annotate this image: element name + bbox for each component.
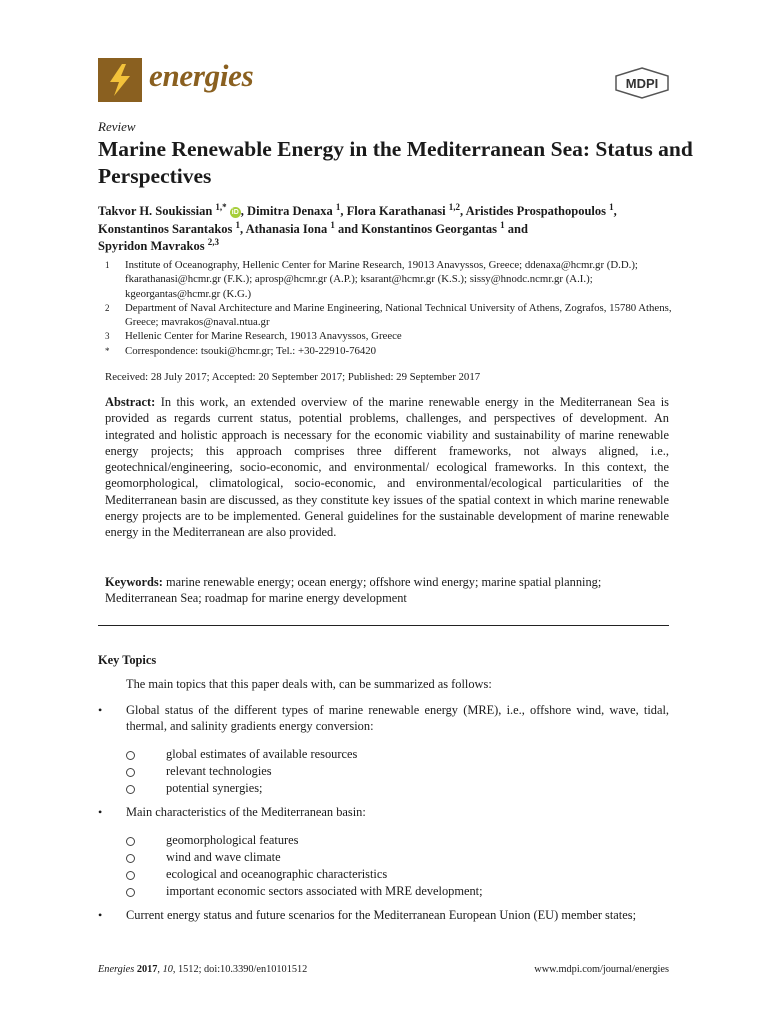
list-item	[98, 907, 669, 923]
affiliation-item	[98, 344, 688, 358]
circle-bullet-icon	[126, 763, 166, 780]
keywords-label: Keywords:	[105, 575, 163, 589]
author-separator: ,	[240, 221, 244, 236]
author-name[interactable]: Athanasia Iona	[245, 221, 328, 236]
list-item-text: Current energy status and future scenarios for the Mediterranean European Union (EU) member states;	[126, 908, 637, 922]
section-divider	[98, 625, 669, 626]
author-name[interactable]: Konstantinos Sarantakos	[98, 221, 233, 236]
affiliation-text: Department of Naval Architecture and Marine Engineering, National Technical University of Athens, Zografos, 15780 Athens, Greece; mavrakos@naval.ntua.gr	[125, 301, 672, 329]
sub-list-item	[126, 763, 272, 780]
circle-bullet-icon	[126, 832, 166, 849]
sub-list-item	[126, 746, 357, 763]
page-title: Marine Renewable Energy in the Mediterranean Sea: Status and Perspectives	[98, 137, 693, 188]
list-item	[98, 702, 669, 735]
correspondence-text: Correspondence: tsouki@hcmr.gr; Tel.: +30-22910-76420	[125, 344, 377, 357]
author-name[interactable]: Aristides Prospathopoulos	[465, 204, 606, 218]
abstract-text: In this work, an extended overview of the marine renewable energy in the Mediterranean Sea is provided as regards current status, potential problems, challenges, and perspectives of development. An integrated and holistic approach is necessary for the economic viability and sustainability of marine renewable energy projects; this approach comprises three different frameworks, not always aligned, i.e., geotechnical/engineering, socio-economic, and environmental/ ecological frameworks. In this context, the geomorphological, climatological, socio-economic, and environmental/ecological particularities of the Mediterranean basin are discussed, as they constitute key issues of the spatial context in which marine renewable energy projects are to be implemented. General guidelines for the sustainable development of marine renewable energy in the Mediterranean are also provided.	[105, 395, 669, 540]
sub-list-item-text: potential synergies;	[166, 781, 263, 795]
affiliation-text: Institute of Oceanography, Hellenic Center for Marine Research, 19013 Anavyssos, Greece; ddenaxa@hcmr.gr (D.D.); fkarathanasi@hcmr.gr (F.K.); aprosp@hcmr.gr (A.P.); ksarant@hcmr.gr (K.S.); sissy@hnodc.ncmr.gr (A.I.); kgeorgantas@hcmr.gr (K.G.)	[125, 259, 638, 300]
author-list	[98, 203, 688, 256]
circle-bullet-icon	[126, 746, 166, 763]
sub-list-item-text: relevant technologies	[166, 764, 272, 778]
author-separator: ,	[460, 204, 464, 218]
journal-logo-icon	[98, 58, 142, 102]
sub-list-item-text: geomorphological features	[166, 833, 299, 847]
citation-footer: Energies 2017, 10, 1512; doi:10.3390/en10101512	[98, 964, 308, 975]
footer-journal: Energies	[98, 964, 135, 975]
publisher-logo-text: MDPI	[625, 76, 659, 91]
sub-list-item	[126, 832, 298, 849]
list-item	[98, 804, 669, 820]
author-separator: ,	[613, 204, 617, 218]
author-affiliation-mark: 1	[500, 219, 505, 230]
author-separator: ,	[240, 204, 244, 218]
affiliation-item	[98, 258, 688, 301]
sub-list-item-text: ecological and oceanographic characteristics	[166, 867, 388, 881]
author-name[interactable]: Takvor H. Soukissian	[98, 204, 213, 218]
affiliation-text: Hellenic Center for Marine Research, 19013 Anavyssos, Greece	[125, 330, 402, 343]
bullet-icon: •	[98, 805, 103, 819]
author-affiliation-mark: 1	[330, 219, 335, 230]
footer-doi[interactable]: , 1512; doi:10.3390/en10101512	[172, 964, 308, 975]
sub-list-item-text: global estimates of available resources	[166, 747, 358, 761]
affiliation-item	[98, 329, 688, 343]
author-affiliation-mark: 2,3	[207, 236, 219, 247]
author-name[interactable]: Konstantinos Georgantas	[361, 221, 498, 236]
author-separator: and	[504, 221, 528, 236]
journal-name[interactable]: energies	[149, 58, 254, 93]
circle-bullet-icon	[126, 849, 166, 866]
affiliation-number: 1	[105, 260, 110, 270]
keywords-text: marine renewable energy; ocean energy; offshore wind energy; marine spatial planning; Mediterranean Sea; roadmap for marine energy development	[105, 575, 602, 606]
sub-list-item-text: important economic sectors associated with MRE development;	[166, 884, 483, 898]
footer-year: 2017	[136, 964, 158, 975]
sub-list-item-text: wind and wave climate	[166, 850, 281, 864]
publisher-logo[interactable]	[614, 67, 670, 99]
bullet-icon: •	[98, 908, 103, 922]
affiliation-number: 3	[105, 331, 110, 342]
circle-bullet-icon	[126, 883, 166, 900]
list-item-text: Main characteristics of the Mediterranean basin:	[126, 805, 366, 819]
bullet-icon: •	[98, 703, 103, 717]
keywords	[105, 574, 669, 607]
sub-list-item	[126, 883, 483, 900]
list-item-text: Global status of the different types of marine renewable energy (MRE), i.e., offshore wind, wave, tidal, thermal, and salinity gradients energy conversion:	[126, 703, 669, 734]
author-separator: and	[334, 221, 359, 236]
affiliation-number: *	[105, 345, 110, 356]
circle-bullet-icon	[126, 866, 166, 883]
article-type: Review	[98, 119, 136, 134]
affiliation-item	[98, 301, 688, 330]
journal-url-link[interactable]: www.mdpi.com/journal/energies	[534, 964, 669, 975]
sub-list-item	[126, 780, 262, 797]
author-affiliation-mark: 1	[335, 201, 341, 212]
author-name[interactable]: Flora Karathanasi	[346, 204, 446, 218]
author-name[interactable]: Dimitra Denaxa	[247, 204, 333, 218]
author-name[interactable]: Spyridon Mavrakos	[98, 239, 205, 253]
affiliation-list	[98, 258, 688, 358]
abstract-label: Abstract:	[105, 395, 156, 409]
orcid-icon[interactable]: iD	[231, 209, 239, 216]
author-affiliation-mark: 1,2	[448, 201, 461, 212]
author-affiliation-mark: 1,*	[215, 201, 227, 212]
author-affiliation-mark: 1	[609, 201, 614, 212]
section-heading: Key Topics	[98, 653, 157, 667]
intro-paragraph: The main topics that this paper deals with, can be summarized as follows:	[126, 677, 492, 691]
publication-dates: Received: 28 July 2017; Accepted: 20 September 2017; Published: 29 September 2017	[105, 371, 481, 383]
author-affiliation-mark: 1	[235, 219, 241, 230]
author-separator: ,	[340, 204, 344, 218]
affiliation-number: 2	[105, 302, 110, 313]
sub-list-item	[126, 866, 387, 883]
footer-volume: 10	[162, 964, 173, 975]
sub-list-item	[126, 849, 281, 866]
abstract	[105, 394, 669, 541]
circle-bullet-icon	[126, 780, 166, 797]
